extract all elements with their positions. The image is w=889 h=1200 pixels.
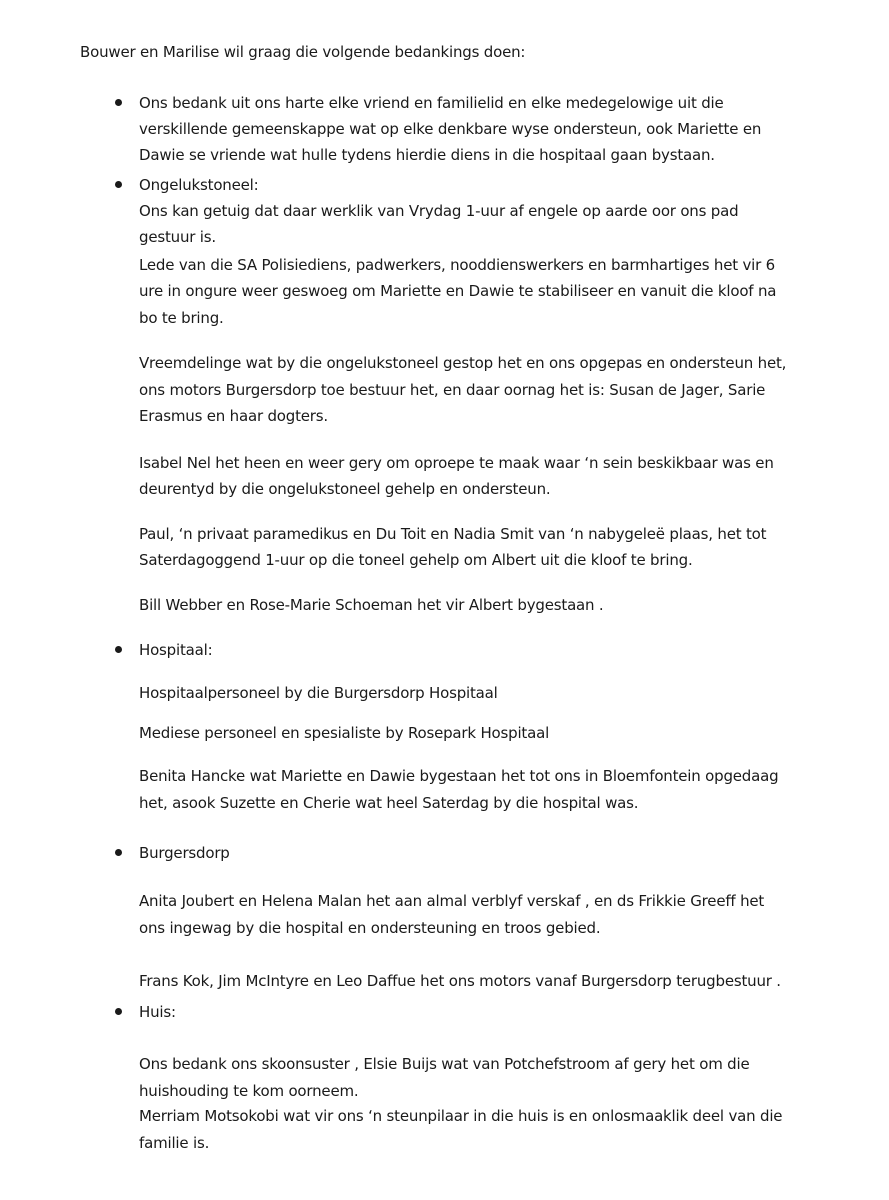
section-2-line-12: Saterdagoggend 1-uur op die toneel gehelp om Albert uit die kloof te bring. xyxy=(139,551,693,569)
bullet-icon xyxy=(115,1008,122,1015)
section-3-line-2: Mediese personeel en spesialiste by Rosepark Hospitaal xyxy=(139,724,550,742)
section-4-line-1: Anita Joubert en Helena Malan het aan almal verblyf verskaf , en ds Frikkie Greeff het xyxy=(139,892,765,910)
section-1-line-2: verskillende gemeenskappe wat op elke denkbare wyse ondersteun, ook Mariette en xyxy=(139,120,762,138)
section-5-heading: Huis: xyxy=(139,1003,176,1021)
section-4-line-2: ons ingewag by die hospital en ondersteuning en troos gebied. xyxy=(139,919,601,937)
section-2-heading: Ongelukstoneel: xyxy=(139,176,259,194)
section-2-line-6: Vreemdelinge wat by die ongelukstoneel gestop het en ons opgepas en ondersteun het, xyxy=(139,354,787,372)
intro-line: Bouwer en Marilise wil graag die volgende bedankings doen: xyxy=(80,43,526,61)
section-2-line-13: Bill Webber en Rose-Marie Schoeman het vir Albert bygestaan . xyxy=(139,596,604,614)
section-5-line-4: familie is. xyxy=(139,1134,210,1152)
section-2-line-10: deurentyd by die ongelukstoneel gehelp en ondersteun. xyxy=(139,480,551,498)
section-2-line-3: Lede van die SA Polisiediens, padwerkers, nooddienswerkers en barmhartiges het vir 6 xyxy=(139,256,776,274)
section-1-line-3: Dawie se vriende wat hulle tydens hierdie diens in die hospitaal gaan bystaan. xyxy=(139,146,715,164)
section-1-line-1: Ons bedank uit ons harte elke vriend en familielid en elke medegelowige uit die xyxy=(139,94,724,112)
section-2-line-5: bo te bring. xyxy=(139,309,224,327)
section-2-line-2: gestuur is. xyxy=(139,228,216,246)
section-5-line-1: Ons bedank ons skoonsuster , Elsie Buijs wat van Potchefstroom af gery het om die xyxy=(139,1055,750,1073)
section-3-line-3: Benita Hancke wat Mariette en Dawie bygestaan het tot ons in Bloemfontein opgedaag xyxy=(139,767,779,785)
section-2-line-1: Ons kan getuig dat daar werklik van Vrydag 1-uur af engele op aarde oor ons pad xyxy=(139,202,739,220)
section-4-line-3: Frans Kok, Jim McIntyre en Leo Daffue het ons motors vanaf Burgersdorp terugbestuur . xyxy=(139,972,781,990)
section-3-line-4: het, asook Suzette en Cherie wat heel Saterdag by die hospital was. xyxy=(139,794,639,812)
section-2-line-8: Erasmus en haar dogters. xyxy=(139,407,328,425)
section-2-line-7: ons motors Burgersdorp toe bestuur het, en daar oornag het is: Susan de Jager, Sarie xyxy=(139,381,766,399)
section-2-line-9: Isabel Nel het heen en weer gery om oproepe te maak waar ‘n sein beskikbaar was en xyxy=(139,454,774,472)
section-5-line-3: Merriam Motsokobi wat vir ons ‘n steunpilaar in die huis is en onlosmaaklik deel van die xyxy=(139,1107,783,1125)
bullet-icon xyxy=(115,181,122,188)
section-2-line-11: Paul, ‘n privaat paramedikus en Du Toit en Nadia Smit van ‘n nabygeleë plaas, het tot xyxy=(139,525,767,543)
bullet-icon xyxy=(115,849,122,856)
section-3-heading: Hospitaal: xyxy=(139,641,213,659)
section-3-line-1: Hospitaalpersoneel by die Burgersdorp Hospitaal xyxy=(139,684,498,702)
section-4-heading: Burgersdorp xyxy=(139,844,230,862)
section-5-line-2: huishouding te kom oorneem. xyxy=(139,1082,359,1100)
bullet-icon xyxy=(115,99,122,106)
bullet-icon xyxy=(115,646,122,653)
section-2-line-4: ure in ongure weer geswoeg om Mariette en Dawie te stabiliseer en vanuit die kloof na xyxy=(139,282,777,300)
